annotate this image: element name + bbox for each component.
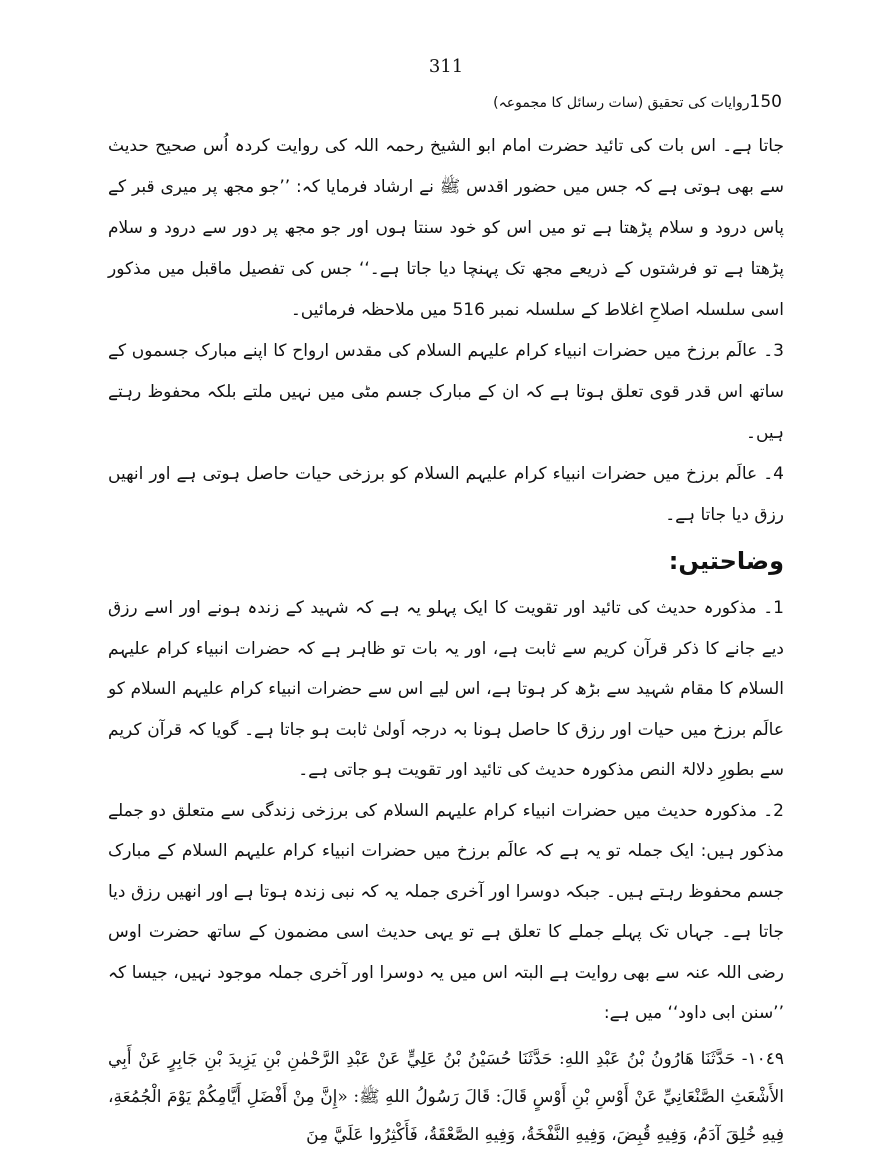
- point-4-paragraph: 4۔ عالَم برزخ میں حضرات انبیاء کرام علیہم السلام کو برزخی حیات حاصل ہوتی ہے اور انھیں رزق دیا جاتا ہے۔: [108, 464, 784, 525]
- running-header-title: روایات کی تحقیق (سات رسائل کا مجموعہ): [493, 95, 750, 111]
- intro-paragraph: جاتا ہے۔ اس بات کی تائید حضرت امام ابو الشیخ رحمہ اللہ کی روایت کردہ اُس صحیح حدیث سے بھی ہوتی ہے کہ جس میں حضور اقدس ﷺ نے ارشاد فرمایا کہ: ’’جو مجھ پر میری قبر کے پاس درود و سلام پڑھتا ہے تو میں اس کو خود سنتا ہوں اور جو مجھ پر دور سے درود و سلام پڑھتا ہے تو فرشتوں کے ذریعے مجھ تک پہنچا دیا جاتا ہے۔‘‘ جس کی تفصیل ماقبل میں مذکور اسی سلسلہ اصلاحِ اغلاط کے سلسلہ نمبر 516 میں ملاحظہ فرمائیں۔: [108, 136, 784, 320]
- hadith-arabic-text: ١٠٤٩- حَدَّثَنَا هَارُونُ بْنُ عَبْدِ اللهِ: حَدَّثَنَا حُسَيْنُ بْنُ عَلِيٍّ عَنْ عَبْدِ الرَّحْمٰنِ بْنِ يَزِيدَ بْنِ جَابِرٍ عَنْ أَبِي الأَشْعَثِ الصَّنْعَانِيِّ عَنْ أَوْسِ بْنِ أَوْسٍ قَالَ: قَالَ رَسُولُ اللهِ ﷺ: «إِنَّ مِنْ أَفْضَلِ أَيَّامِكُمْ يَوْمَ الْجُمُعَةِ، فِيهِ خُلِقَ آدَمُ، وَفِيهِ قُبِضَ، وَفِيهِ النَّفْخَةُ، وَفِيهِ الصَّعْقَةُ، فَأَكْثِرُوا عَلَيَّ مِنَ: [108, 1048, 784, 1145]
- section-heading: وضاحتیں:: [668, 547, 784, 575]
- point-3-paragraph: 3۔ عالَم برزخ میں حضرات انبیاء کرام علیہم السلام کی مقدس ارواح کا اپنے مبارک جسموں کے ساتھ اس قدر قوی تعلق ہوتا ہے کہ ان کے مبارک جسم مٹی میں نہیں ملتے بلکہ محفوظ رہتے ہیں۔: [108, 341, 784, 443]
- running-header: [493, 92, 782, 112]
- clarification-1-paragraph: 1۔ مذکورہ حدیث کی تائید اور تقویت کا ایک پہلو یہ ہے کہ شہید کے زندہ ہونے اور اسے رزق دیے جانے کا ذکر قرآن کریم سے ثابت ہے، اور یہ بات تو ظاہر ہے کہ حضرات انبیاء کرام علیہم السلام کا مقام شہید سے بڑھ کر ہوتا ہے، اس لیے اس سے حضرات انبیاء کرام علیہم السلام کو عالَم برزخ میں حیات اور رزق کا حاصل ہونا بہ درجہ اَولیٰ ثابت ہو جاتا ہے۔ گویا کہ قرآن کریم سے بطورِ دلالۃ النص مذکورہ حدیث کی تائید اور تقویت ہو جاتی ہے۔: [108, 598, 784, 780]
- page-body: [108, 126, 784, 1154]
- running-header-count: 150: [749, 92, 782, 112]
- clarification-2-paragraph: 2۔ مذکورہ حدیث میں حضرات انبیاء کرام علیہم السلام کی برزخی زندگی سے متعلق دو جملے مذکور ہیں: ایک جملہ تو یہ ہے کہ عالَم برزخ میں حضرات انبیاء کرام علیہم السلام کے مبارک جسم محفوظ رہتے ہیں۔ جبکہ دوسرا اور آخری جملہ یہ کہ نبی زندہ ہوتا ہے اور انھیں رزق دیا جاتا ہے۔ جہاں تک پہلے جملے کا تعلق ہے تو یہی حدیث اسی مضمون کے ساتھ حضرت اوس رضی اللہ عنہ سے بھی روایت ہے البتہ اس میں یہ دوسرا اور آخری جملہ موجود نہیں، جیسا کہ ’’سنن ابی داود‘‘ میں ہے:: [108, 800, 784, 1023]
- page-number: 311: [428, 56, 464, 77]
